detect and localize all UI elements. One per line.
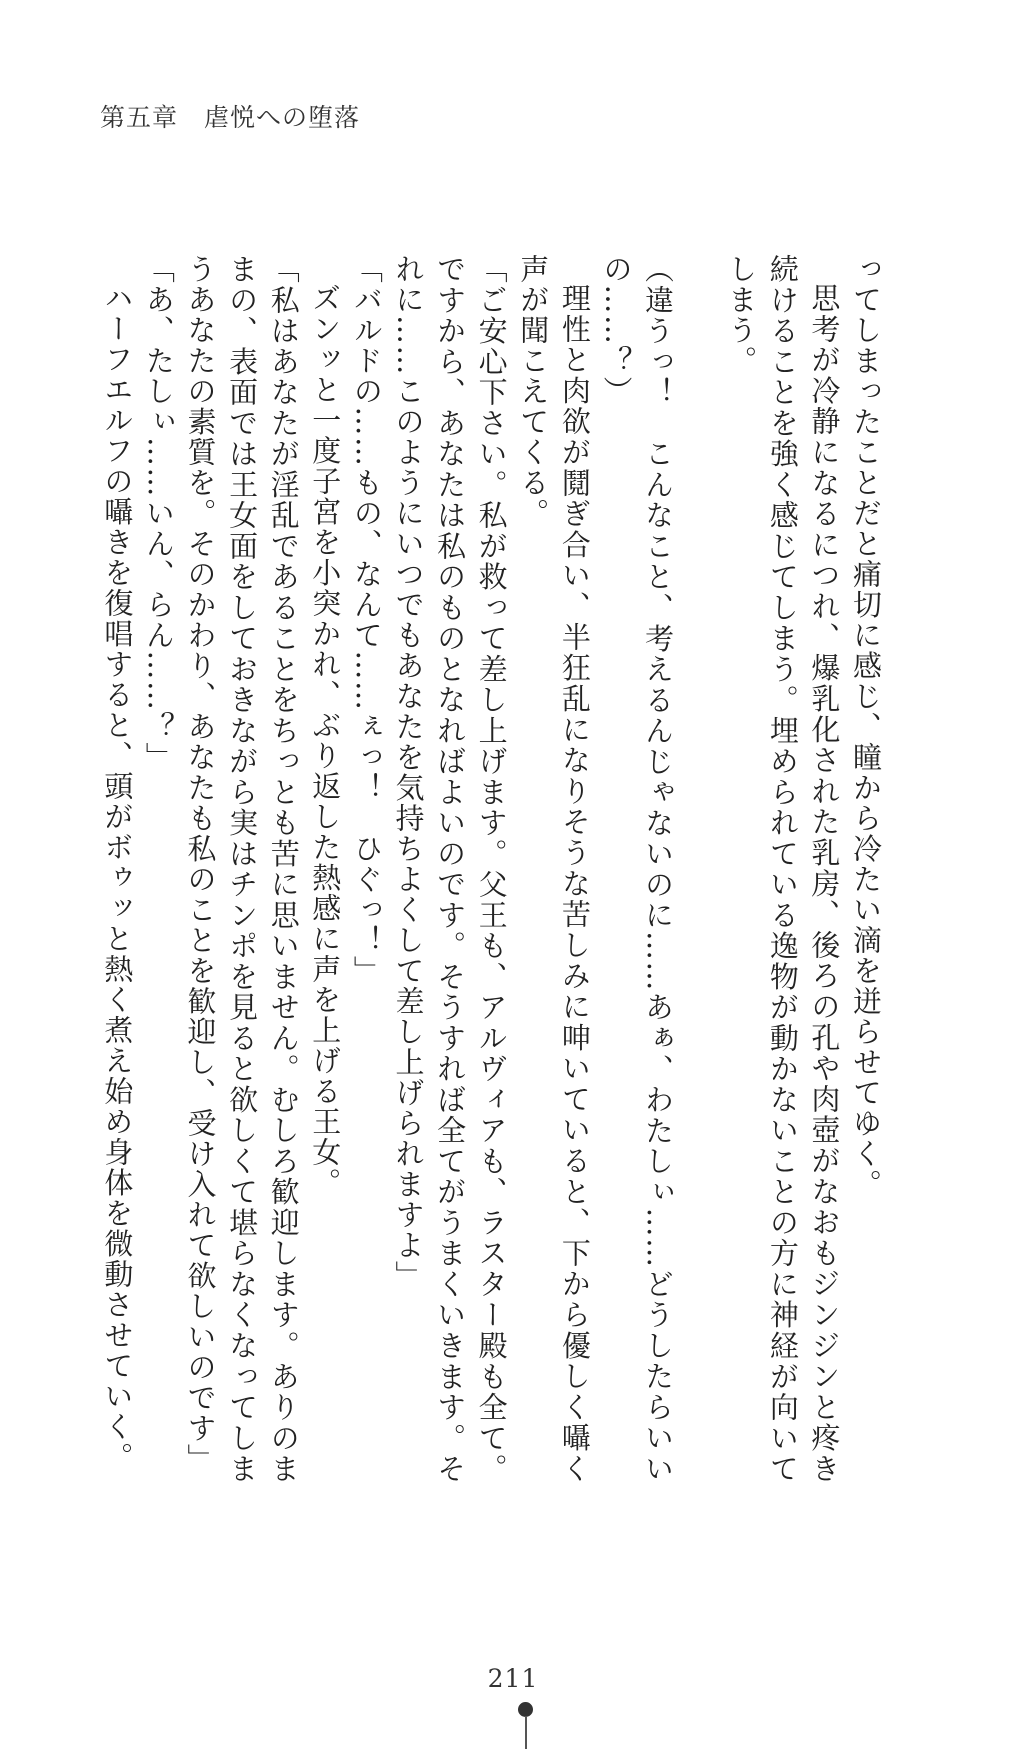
running-head: 第五章 虐悦への堕落 [100,103,361,132]
paragraph: 思考が冷静になるにつれ、爆乳化された乳房、後ろの孔や肉壺がなおもジンジンと疼き続けることを強く感じてしまう。埋められている逸物が動かないことの方に神経が向いてしまう。 [724,254,842,1484]
paragraph: ってしまったことだと痛切に感じ、瞳から冷たい滴を迸らせてゆく。 [849,254,883,1200]
blank-line [678,254,720,1484]
paragraph: 「私はあなたが淫乱であることをちっとも苦に思いません。むしろ歓迎します。ありのままの、表面では王女面をしておきながら実はチンポを見ると欲しくて堪らなくなってしまうあなたの素質を。そのかわり、あなたも私のことを歓迎し、受け入れて欲しいのです」 [183,254,301,1484]
paragraph: 「バルドの……もの、なんて……ぇっ！ ひぐっ！」 [349,254,384,986]
body-text [96,254,886,1484]
paragraph: 「ご安心下さい。私が救って差し上げます。父王も、アルヴィアも、ラスター殿も全て。ですから、あなたは私のものとなればよいのです。そうすれば全てがうまくいきます。それに……このようにいつでもあなたを気持ちよくして差し上げられますよ」 [391,254,509,1484]
paragraph: （違うっ！ こんなこと、考えるんじゃないのに……あぁ、わたしぃ……どうしたらいいの……？） [599,254,676,1484]
paragraph: ズンッと一度子宮を小突かれ、ぶり返した熱感に声を上げる王女。 [308,283,343,1198]
folio-dot-ornament [518,1702,533,1717]
page-number: 211 [487,1664,539,1693]
folio-rule-ornament [525,1716,527,1749]
paragraph: 「あ、たしぃ……いん、らん……？」 [141,254,176,773]
paragraph: 理性と肉欲が鬩ぎ合い、半狂乱になりそうな苦しみに呻いていると、下から優しく囁く声が聞こえてくる。 [516,254,592,1484]
paragraph: ハーフエルフの囁きを復唱すると、頭がボゥッと熱く煮え始め身体を微動させていく。 [100,283,135,1473]
